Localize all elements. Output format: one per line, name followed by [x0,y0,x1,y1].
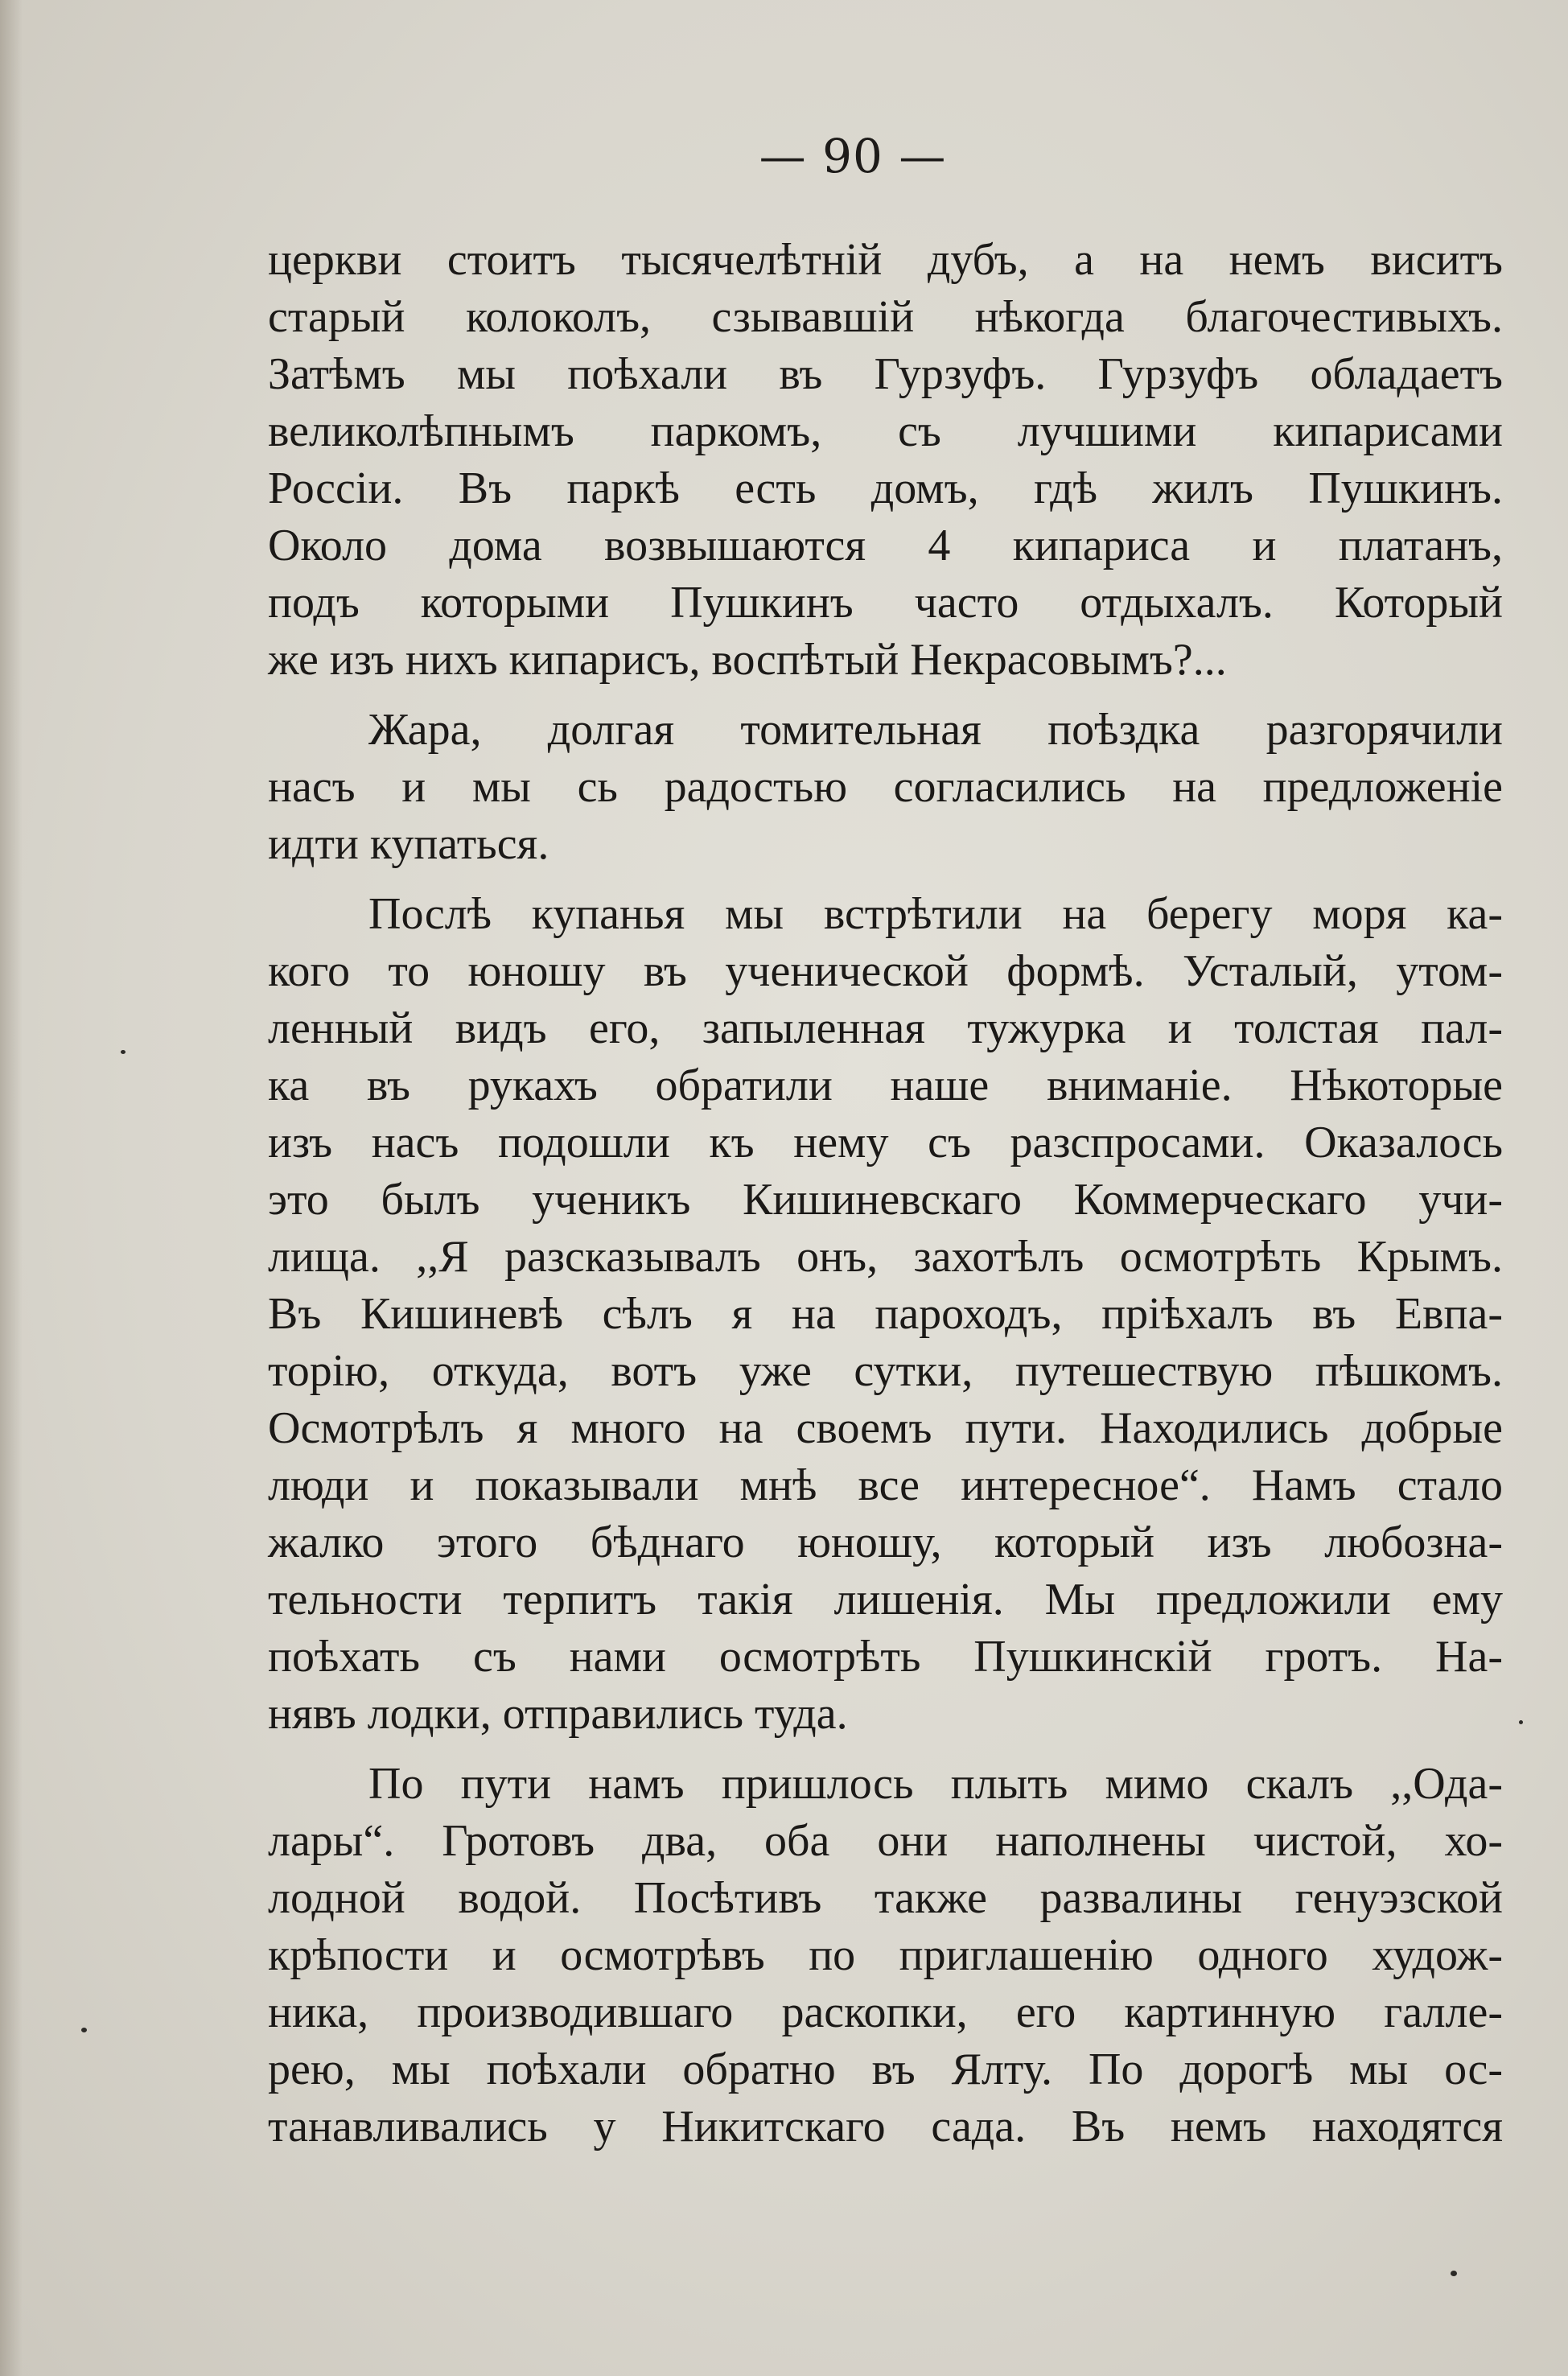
text-line: это былъ ученикъ Кишиневскаго Коммерческаго учи- [268,1175,1503,1225]
text-line: жалко этого бѣднаго юношу, который изъ любозна- [268,1517,1503,1567]
text-line: лища. ,,Я разсказывалъ онъ, захотѣлъ осмотрѣть Крымъ. [268,1232,1503,1282]
text-line: торію, откуда, вотъ уже сутки, путешествую пѣшкомъ. [268,1346,1503,1396]
text-line: насъ и мы сь радостью согласились на предложеніе [268,762,1503,812]
text-line: идти купаться. [268,819,549,869]
text-line: изъ насъ подошли къ нему съ разспросами. Оказалось [268,1118,1503,1167]
text-line: ленный видъ его, запыленная тужурка и толстая пал- [268,1003,1503,1053]
text-line: кого то юношу въ ученической формѣ. Усталый, утом- [268,946,1503,996]
text-line: нявъ лодки, отправились туда. [268,1689,848,1739]
text-line: ка въ рукахъ обратили наше вниманіе. Нѣкоторые [268,1060,1503,1110]
text-line: великолѣпнымъ паркомъ, съ лучшими кипарисами [268,406,1503,456]
text-line: люди и показывали мнѣ все интересное“. Намъ стало [268,1460,1503,1510]
page-number: — 90 — [759,129,947,183]
text-line: Въ Кишиневѣ сѣлъ я на пароходъ, пріѣхалъ въ Евпа- [268,1289,1503,1339]
paper-speck [1451,2271,1457,2276]
text-line: тельности терпитъ такія лишенія. Мы предложили ему [268,1575,1503,1624]
paper-speck [81,2028,87,2032]
text-line: поѣхать съ нами осмотрѣть Пушкинскій гротъ. На- [268,1632,1503,1682]
text-line: крѣпости и осмотрѣвъ по приглашенію одного худож- [268,1930,1503,1980]
text-line: Россіи. Въ паркѣ есть домъ, гдѣ жилъ Пушкинъ. [268,463,1503,513]
text-line: лары“. Гротовъ два, оба они наполнены чистой, хо- [268,1816,1503,1866]
text-line: рею, мы поѣхали обратно въ Ялту. По дорогѣ мы ос- [268,2045,1503,2094]
paper-speck [121,1050,126,1054]
paragraph-first-line: Жара, долгая томительная поѣздка разгорячили [368,705,1503,755]
paragraph-first-line: По пути намъ пришлось плыть мимо скалъ ,,Ода- [368,1759,1503,1809]
text-line: лодной водой. Посѣтивъ также развалины генуэзской [268,1873,1503,1923]
paper-speck [1519,1720,1523,1724]
text-line: ника, производившаго раскопки, его картинную галле- [268,1987,1503,2037]
text-line: Затѣмъ мы поѣхали въ Гурзуфъ. Гурзуфъ обладаетъ [268,349,1503,399]
text-line: танавливались у Никитскаго сада. Въ немъ находятся [268,2102,1503,2152]
paragraph-first-line: Послѣ купанья мы встрѣтили на берегу моря ка- [368,889,1503,939]
text-line: Около дома возвышаются 4 кипариса и платанъ, [268,521,1503,570]
text-line: подъ которыми Пушкинъ часто отдыхалъ. Который [268,578,1503,628]
text-line: церкви стоитъ тысячелѣтній дубъ, а на немъ виситъ [268,235,1503,285]
page-edge-shadow [0,0,23,2376]
text-line: Осмотрѣлъ я много на своемъ пути. Находились добрые [268,1403,1503,1453]
text-line: же изъ нихъ кипарисъ, воспѣтый Некрасовымъ?... [268,635,1227,685]
body-text [268,232,1503,2156]
text-line: старый колоколъ, сзывавшій нѣкогда благочестивыхъ. [268,292,1503,342]
